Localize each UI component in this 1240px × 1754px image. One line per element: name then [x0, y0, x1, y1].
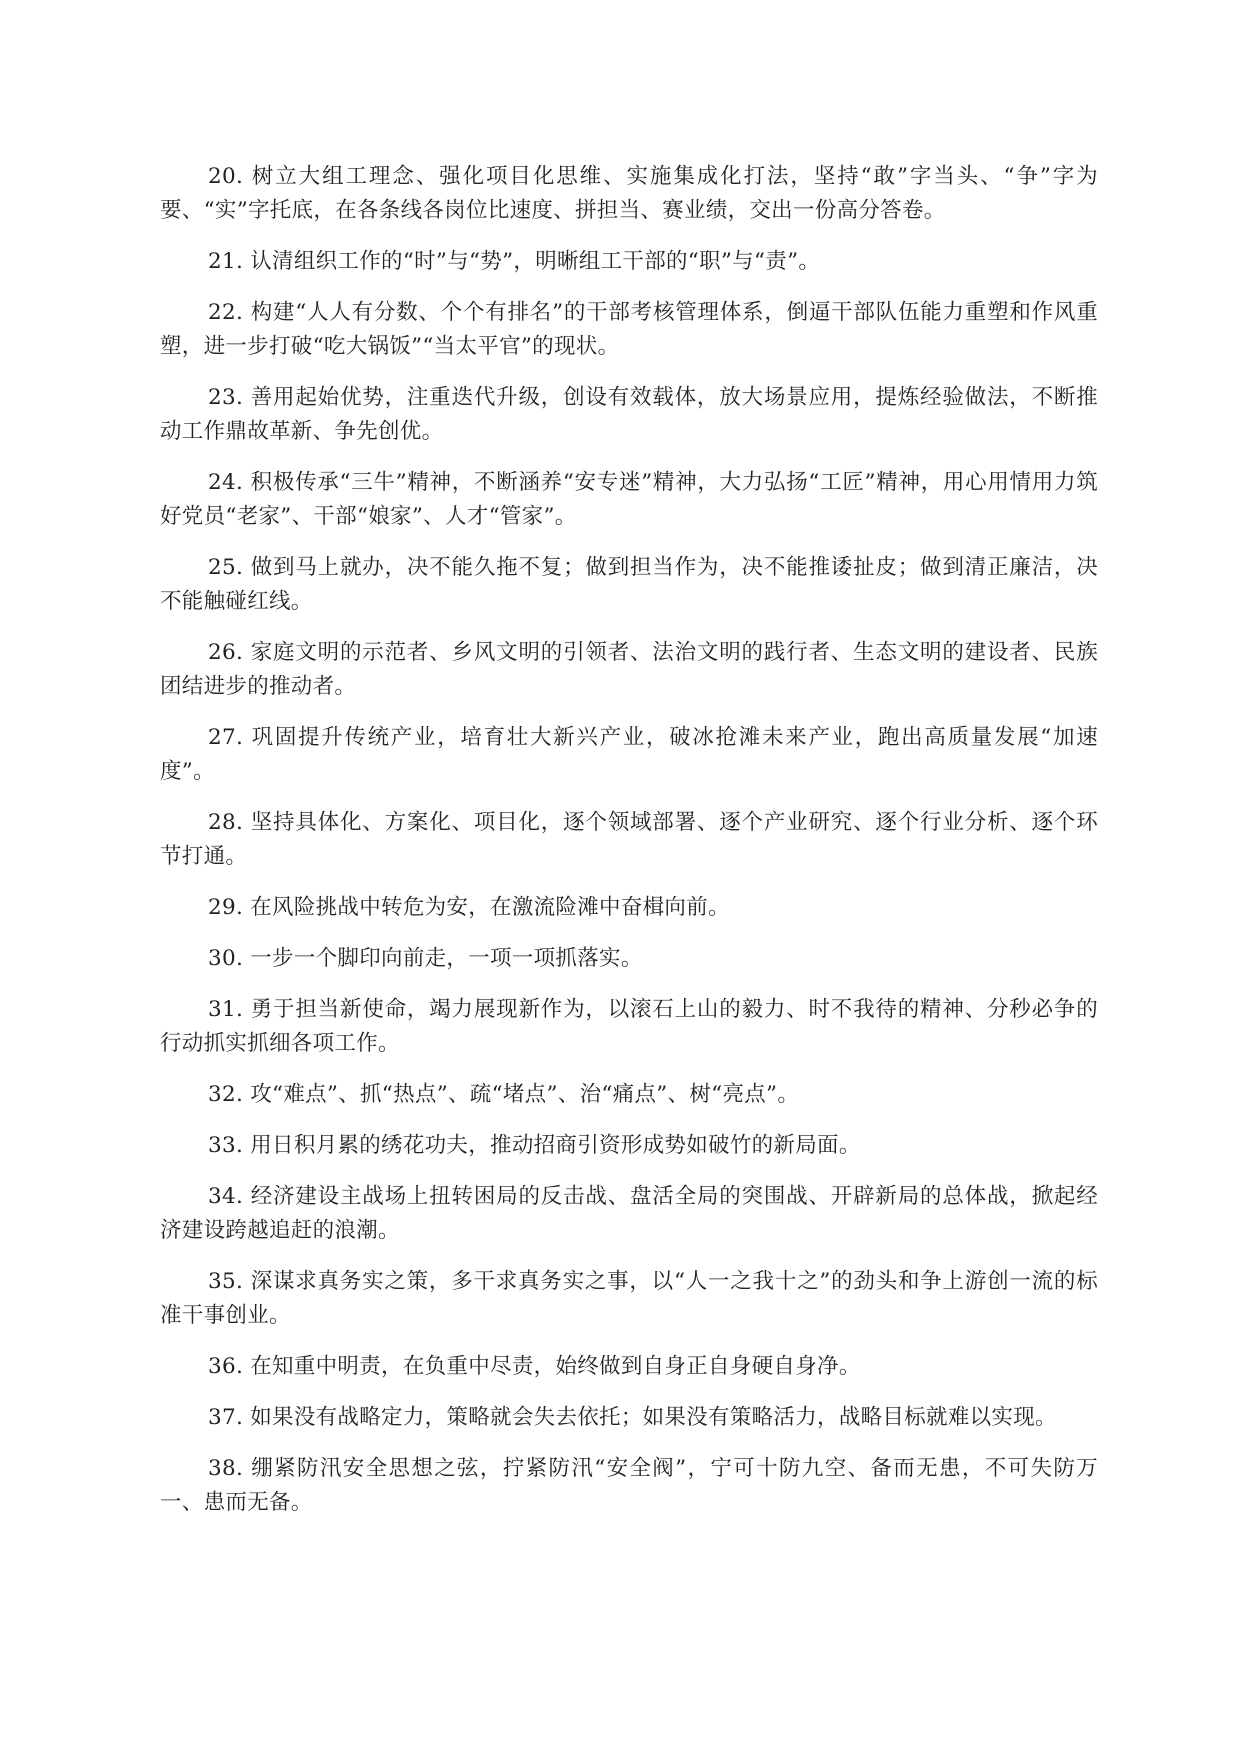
list-item: 24. 积极传承“三牛”精神，不断涵养“安专迷”精神，大力弘扬“工匠”精神，用心用情用力筑好党员“老家”、干部“娘家”、人才“管家”。 — [160, 470, 1098, 529]
list-item: 31. 勇于担当新使命，竭力展现新作为，以滚石上山的毅力、时不我待的精神、分秒必争的行动抓实抓细各项工作。 — [160, 997, 1098, 1056]
list-item: 27. 巩固提升传统产业，培育壮大新兴产业，破冰抢滩未来产业，跑出高质量发展“加速度”。 — [160, 725, 1098, 784]
list-item: 20. 树立大组工理念、强化项目化思维、实施集成化打法，坚持“敢”字当头、“争”字为要、“实”字托底，在各条线各岗位比速度、拼担当、赛业绩，交出一份高分答卷。 — [160, 164, 1098, 223]
list-item: 22. 构建“人人有分数、个个有排名”的干部考核管理体系，倒逼干部队伍能力重塑和作风重塑，进一步打破“吃大锅饭”“当太平官”的现状。 — [160, 300, 1098, 359]
list-item: 36. 在知重中明责，在负重中尽责，始终做到自身正自身硬自身净。 — [208, 1354, 861, 1379]
list-item: 30. 一步一个脚印向前走，一项一项抓落实。 — [208, 946, 643, 971]
list-item: 21. 认清组织工作的“时”与“势”，明晰组工干部的“职”与“责”。 — [208, 249, 821, 274]
list-item: 23. 善用起始优势，注重迭代升级，创设有效载体，放大场景应用，提炼经验做法，不断推动工作鼎故革新、争先创优。 — [160, 385, 1098, 444]
list-item: 34. 经济建设主战场上扭转困局的反击战、盘活全局的突围战、开辟新局的总体战，掀起经济建设跨越追赶的浪潮。 — [160, 1184, 1098, 1243]
list-item: 28. 坚持具体化、方案化、项目化，逐个领域部署、逐个产业研究、逐个行业分析、逐个环节打通。 — [160, 810, 1098, 869]
list-item: 33. 用日积月累的绣花功夫，推动招商引资形成势如破竹的新局面。 — [208, 1133, 861, 1158]
list-item: 37. 如果没有战略定力，策略就会失去依托；如果没有策略活力，战略目标就难以实现。 — [208, 1405, 1057, 1430]
list-item: 35. 深谋求真务实之策，多干求真务实之事，以“人一之我十之”的劲头和争上游创一流的标准干事创业。 — [160, 1269, 1098, 1328]
document-body — [160, 160, 1098, 1537]
list-item: 26. 家庭文明的示范者、乡风文明的引领者、法治文明的践行者、生态文明的建设者、民族团结进步的推动者。 — [160, 640, 1098, 699]
list-item: 32. 攻“难点”、抓“热点”、疏“堵点”、治“痛点”、树“亮点”。 — [208, 1082, 800, 1107]
list-item: 25. 做到马上就办，决不能久拖不复；做到担当作为，决不能推诿扯皮；做到清正廉洁，决不能触碰红线。 — [160, 555, 1098, 614]
list-item: 38. 绷紧防汛安全思想之弦，拧紧防汛“安全阀”，宁可十防九空、备而无患，不可失防万一、患而无备。 — [160, 1456, 1098, 1515]
list-item: 29. 在风险挑战中转危为安，在激流险滩中奋楫向前。 — [208, 895, 730, 920]
